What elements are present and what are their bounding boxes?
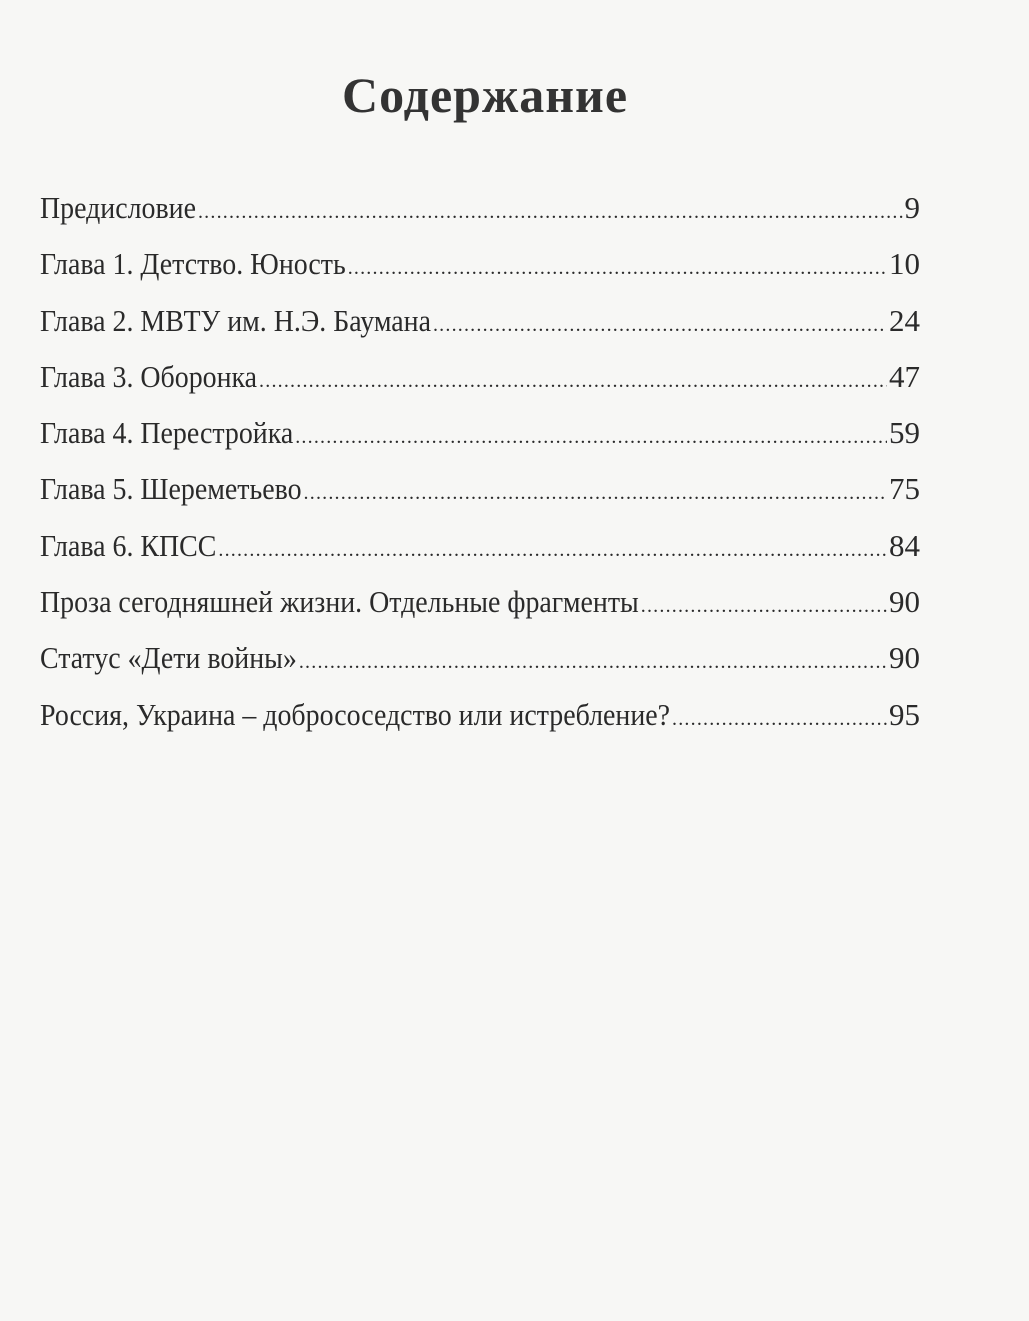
toc-entry: [40, 190, 920, 246]
toc-entry-label: Глава 6. КПСС: [40, 527, 217, 563]
toc-entry-label: Проза сегодняшней жизни. Отдельные фрагменты: [40, 584, 639, 620]
dot-leader: [295, 426, 887, 449]
toc-entry-label: Глава 4. Перестройка: [40, 415, 294, 451]
toc-entry: [40, 246, 920, 302]
dot-leader: [641, 595, 887, 618]
toc-entry-page: 9: [904, 190, 920, 225]
toc-entry-page: 10: [889, 246, 920, 282]
toc-entry-label: Предисловие: [40, 190, 196, 225]
dot-leader: [218, 539, 887, 562]
toc-entry-page: 75: [889, 471, 920, 507]
toc-entry-page: 59: [889, 415, 920, 451]
toc-entry-page: 95: [889, 696, 920, 732]
toc-entry: [40, 697, 920, 753]
dot-leader: [198, 201, 903, 224]
toc-entry-page: 90: [889, 584, 920, 620]
dot-leader: [433, 314, 887, 337]
dot-leader: [672, 708, 887, 731]
toc-entry-label: Глава 2. МВТУ им. Н.Э. Баумана: [40, 302, 431, 338]
table-of-contents: [40, 190, 920, 753]
toc-entry-label: Россия, Украина – добрососедство или истребление?: [40, 696, 671, 732]
toc-entry-page: 47: [889, 358, 920, 394]
toc-entry: [40, 584, 920, 640]
toc-entry-label: Глава 1. Детство. Юность: [40, 246, 346, 282]
dot-leader: [299, 651, 887, 674]
toc-entry-label: Статус «Дети войны»: [40, 640, 297, 676]
dot-leader: [304, 482, 887, 505]
page-title: Содержание: [341, 67, 629, 123]
toc-entry: [40, 303, 920, 359]
toc-entry: [40, 415, 920, 471]
dot-leader: [259, 370, 887, 393]
toc-entry-label: Глава 5. Шереметьево: [40, 471, 302, 507]
toc-entry: [40, 471, 920, 527]
toc-entry-page: 24: [889, 302, 920, 338]
toc-entry: [40, 359, 920, 415]
toc-entry: [40, 528, 920, 584]
toc-entry-page: 84: [889, 527, 920, 563]
toc-entry-page: 90: [889, 640, 920, 676]
toc-entry-label: Глава 3. Оборонка: [40, 358, 258, 394]
toc-entry: [40, 640, 920, 696]
dot-leader: [348, 257, 887, 280]
